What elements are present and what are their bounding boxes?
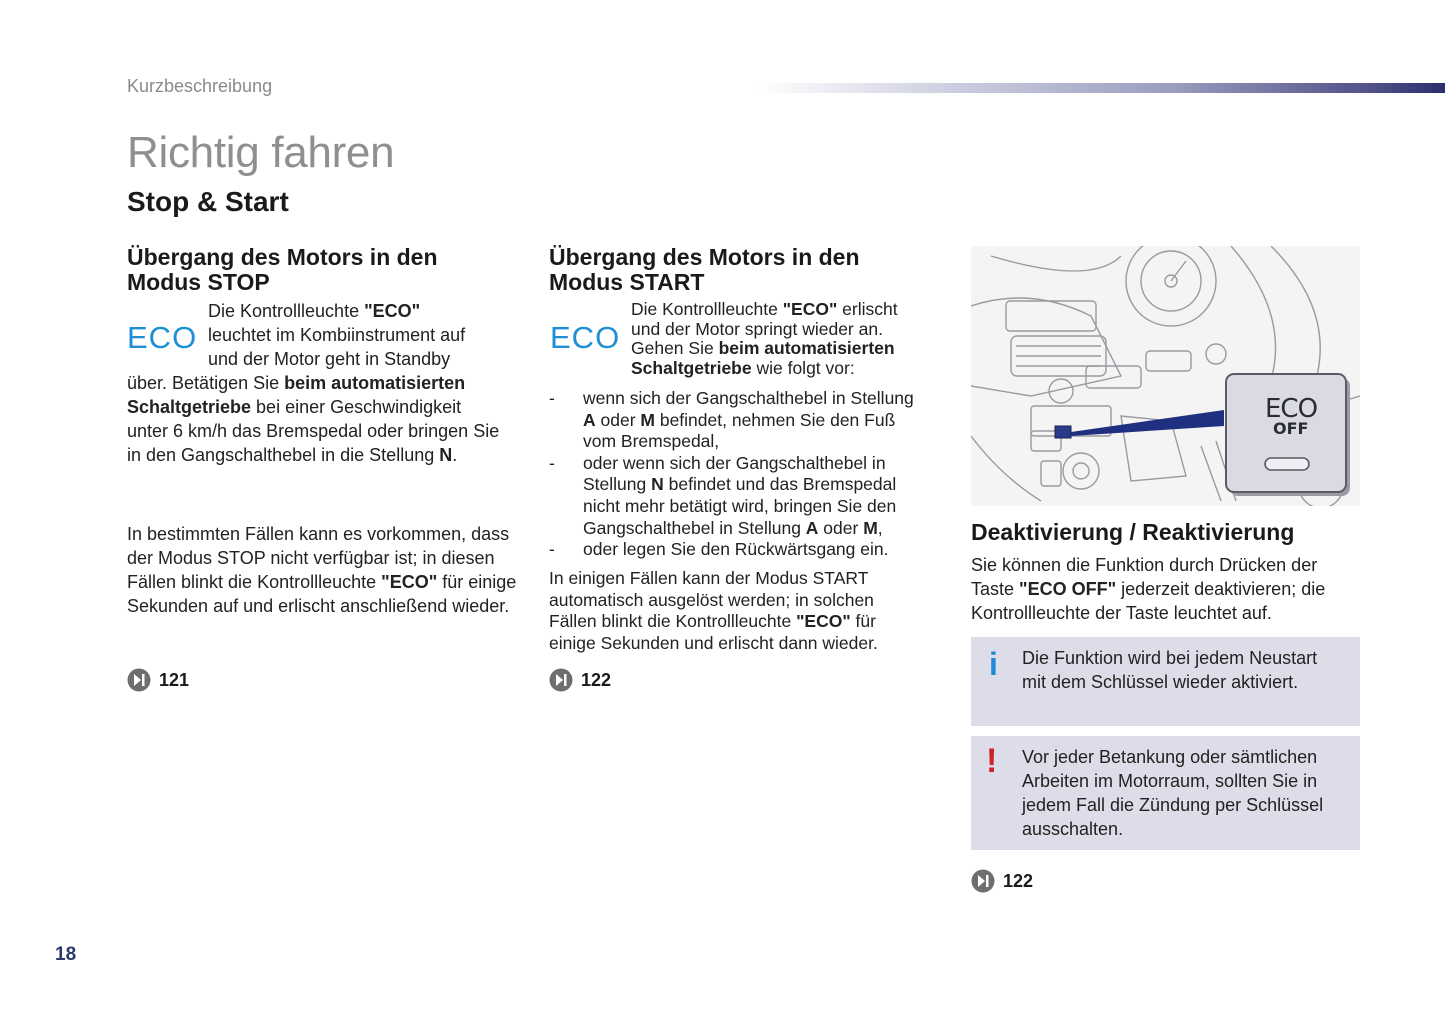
warning-text: Vor jeder Betankung oder sämtlichen Arbeiten im Motorraum, sollten Sie in jedem Fall die Zündung per Schlüssel ausschalten. bbox=[1022, 747, 1324, 839]
col3-heading: Deaktivierung / Reaktivierung bbox=[971, 519, 1295, 545]
eco-indicator-icon: ECO bbox=[127, 320, 198, 355]
col2-para1: Die Kontrollleuchte "ECO" erlischt und der Motor springt wieder an. Gehen Sie beim automatisierten Schaltgetriebe wie folgt vor: bbox=[631, 299, 898, 378]
col2-heading: Übergang des Motors in den Modus START bbox=[549, 244, 860, 295]
eco-off-button-off-label: OFF bbox=[1273, 419, 1309, 438]
col3-para1: Sie können die Funktion durch Drücken der Taste "ECO OFF" jederzeit deaktivieren; die Kontrollleuchte der Taste leuchtet auf. bbox=[971, 555, 1326, 623]
info-text: Die Funktion wird bei jedem Neustart mit dem Schlüssel wieder aktiviert. bbox=[1022, 648, 1318, 692]
col2-para2: In einigen Fällen kann der Modus START automatisch ausgelöst werden; in solchen Fällen blinkt die Kontrollleuchte "ECO" für einige Sekunden und erlischt dann wieder. bbox=[549, 568, 878, 653]
dashboard-illustration bbox=[971, 246, 1360, 506]
list-item: - wenn sich der Gangschalthebel in Stellung A oder M befindet, nehmen Sie den Fuß vom Bremspedal, bbox=[549, 388, 914, 452]
info-note bbox=[971, 637, 1360, 726]
col1-para1-top: Die Kontrollleuchte "ECO" leuchtet im Kombiinstrument auf und der Motor geht in Standby bbox=[208, 301, 466, 369]
next-page-icon bbox=[549, 668, 573, 692]
page-title: Richtig fahren bbox=[127, 128, 395, 177]
col1-para1-bottom: über. Betätigen Sie beim automatisierten Schaltgetriebe bei einer Geschwindigkeit unter 6 km/h das Bremspedal oder bringen Sie in den Gangschalthebel in die Stellung N. bbox=[127, 373, 500, 465]
next-page-icon bbox=[971, 869, 995, 893]
page-reference-link[interactable]: 121 bbox=[127, 668, 189, 692]
page-reference-link[interactable]: 122 bbox=[549, 668, 611, 692]
info-icon: i bbox=[989, 646, 998, 682]
list-item: - oder legen Sie den Rückwärtsgang ein. bbox=[549, 539, 889, 560]
warning-note bbox=[971, 736, 1360, 850]
list-item: - oder wenn sich der Gangschalthebel in Stellung N befindet und das Bremspedal nicht mehr betätigt wird, bringen Sie den Gangschalthebel in Stellung A oder M, bbox=[549, 452, 897, 538]
page-number: 18 bbox=[55, 944, 77, 965]
col1-heading: Übergang des Motors in den Modus STOP bbox=[127, 244, 438, 295]
next-page-icon bbox=[127, 668, 151, 692]
warning-icon: ! bbox=[986, 742, 998, 780]
eco-indicator-icon: ECO bbox=[550, 320, 621, 355]
header-gradient-bar bbox=[758, 83, 1445, 93]
page-reference-link[interactable]: 122 bbox=[971, 869, 1033, 893]
eco-off-button-eco-label: ECO bbox=[1265, 394, 1318, 424]
col1-para2: In bestimmten Fällen kann es vorkommen, dass der Modus STOP nicht verfügbar ist; in diesen Fällen blinkt die Kontrollleuchte "ECO" für einige Sekunden auf und erlischt anschließend wieder. bbox=[127, 524, 517, 616]
section-label: Kurzbeschreibung bbox=[127, 76, 273, 96]
col2-bullet-list bbox=[549, 388, 939, 561]
page-subtitle: Stop & Start bbox=[127, 186, 289, 217]
